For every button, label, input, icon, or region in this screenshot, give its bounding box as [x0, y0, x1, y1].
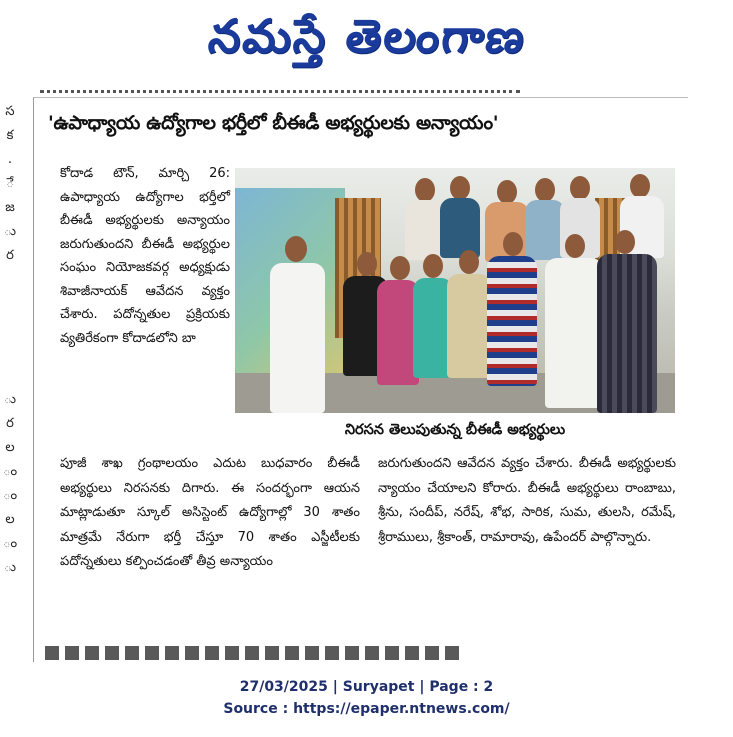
newspaper-logo: నమస్తే తెలంగాణ — [205, 9, 529, 63]
body-paragraph-right: జరుగుతుందని ఆవేదన వ్యక్తం చేశారు. బీఈడీ అభ్యర్థులకు న్యాయం చేయాలని కోరారు. బీఈడీ అభ్యర్థులు రాంబాబు, శ్రీను, సందీప్, నరేష్, శోభ, సారిక, సుమ, తులసి, రమేష్, శ్రీరాములు, శ్రీకాంత్, రామారావు, ఉపేందర్ పాల్గొన్నారు. — [378, 456, 676, 545]
lead-paragraph: కోదాడ టౌన్, మార్చి 26: ఉపాధ్యాయ ఉద్యోగాల భర్తీలో బీఈడీ అభ్యర్థులకు అన్యాయం జరుగుతుందని బీఈడీ అభ్యర్థుల సంఘం నియోజకవర్గ అధ్యక్షుడు శివాజీనాయక్ ఆవేదన వ్యక్తం చేశారు. పదోన్నతుల ప్రక్రియకు వ్యతిరేకంగా కోదాడలోని బా — [60, 166, 230, 346]
strip-glyph: ర — [6, 248, 14, 263]
source-url: Source : https://epaper.ntnews.com/ — [223, 701, 510, 717]
body-column-left — [60, 452, 360, 575]
edition-info: 27/03/2025 | Suryapet | Page : 2 — [239, 679, 494, 695]
person-head — [535, 178, 555, 202]
strip-gap — [0, 268, 20, 388]
news-photo — [235, 168, 675, 413]
person-head — [415, 178, 435, 202]
strip-glyph: ం — [2, 536, 18, 551]
person-head — [357, 252, 377, 276]
person-body — [447, 274, 491, 378]
strip-glyph: ం — [2, 464, 18, 479]
strip-glyph: ర — [6, 416, 14, 431]
person-body — [270, 263, 325, 413]
person-body — [487, 256, 537, 386]
strip-glyph: స — [5, 104, 15, 119]
lead-column — [60, 162, 230, 350]
strip-glyph: ల — [5, 512, 15, 527]
person-head — [459, 250, 479, 274]
strip-glyph: ే — [6, 176, 14, 191]
person-head — [570, 176, 590, 200]
person-head — [615, 230, 635, 254]
strip-glyph: జ — [5, 200, 15, 215]
strip-glyph: . — [7, 152, 13, 167]
person-head — [497, 180, 517, 204]
strip-glyph: ు — [3, 224, 16, 239]
strip-glyph: ల — [5, 440, 15, 455]
body-paragraph-left: పూజీ శాఖ గ్రంథాలయం ఎదుట బుధవారం బీఈడీ అభ్యర్థులు నిరసనకు దిగారు. ఈ సందర్భంగా ఆయన మాట్లాడుతూ స్కూల్ అసిస్టెంట్ ఉద్యోగాల్లో 30 శాతం మాత్రమే నేరుగా భర్తీ చేస్తూ 70 శాతం ఎస్జీటీలకు పదోన్నతులు కల్పించడంతో తీవ్ర అన్యాయం — [60, 456, 360, 569]
person-head — [390, 256, 410, 280]
strip-glyph: ు — [3, 392, 16, 407]
person-head — [285, 236, 307, 262]
person-head — [450, 176, 470, 200]
article-headline: 'ఉపాధ్యాయ ఉద్యోగాల భర్తీలో బీఈడీ అభ్యర్థులకు అన్యాయం' — [48, 112, 499, 134]
photo-caption: నిరసన తెలుపుతున్న బీఈడీ అభ్యర్థులు — [344, 422, 566, 438]
person-body — [597, 254, 657, 413]
body-column-right — [378, 452, 676, 550]
strip-glyph: ు — [3, 560, 16, 575]
person-head — [565, 234, 585, 258]
person-head — [423, 254, 443, 278]
person-head — [630, 174, 650, 198]
person-body — [545, 258, 603, 408]
next-headline-cutoff — [45, 646, 465, 660]
person-body — [405, 200, 445, 260]
person-head — [503, 232, 523, 256]
page-footer — [0, 676, 733, 720]
adjacent-column-fragment — [0, 100, 20, 660]
masthead — [0, 0, 733, 84]
person-body — [525, 200, 565, 260]
strip-glyph: క — [6, 128, 14, 143]
person-body — [440, 198, 480, 258]
strip-glyph: ం — [2, 488, 18, 503]
